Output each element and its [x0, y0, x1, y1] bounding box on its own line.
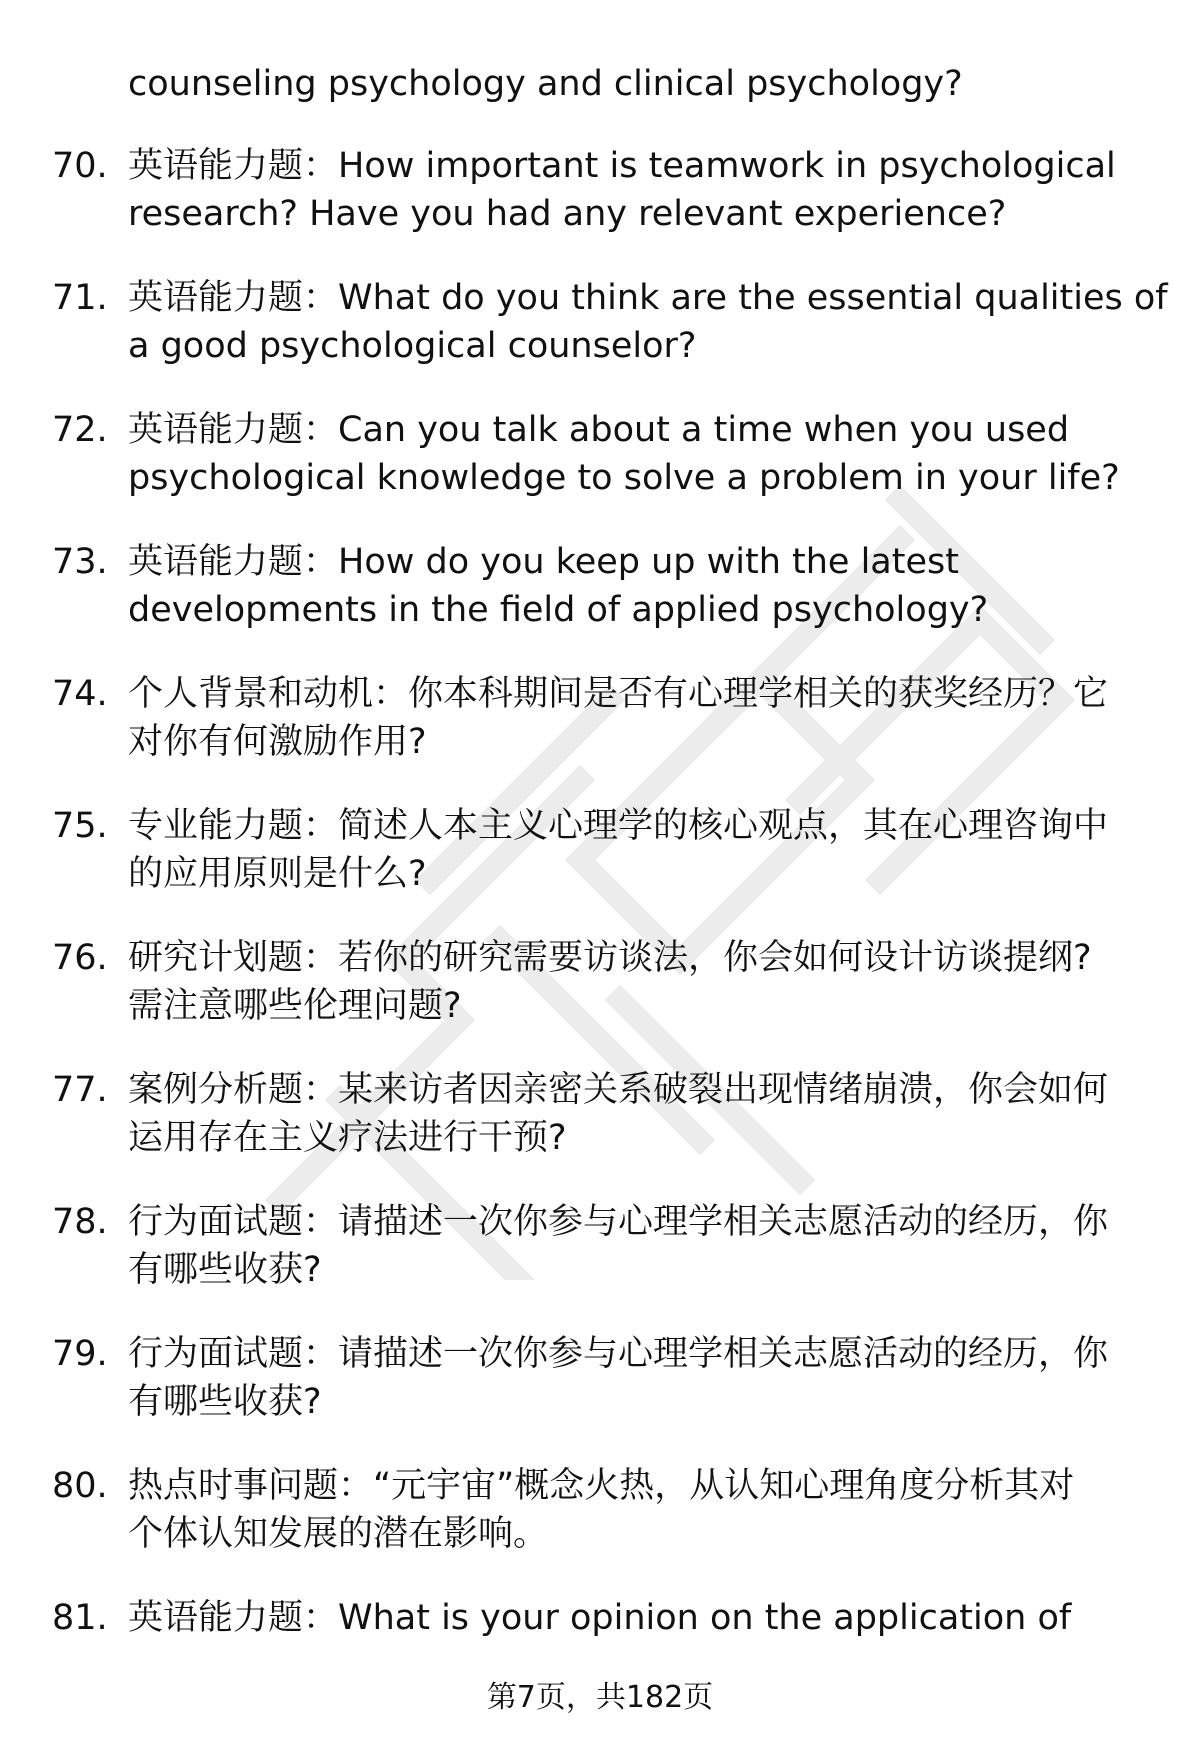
question-text-line: 有哪些收获? — [128, 1250, 322, 1290]
question-text-line: 行为面试题：请描述一次你参与心理学相关志愿活动的经历，你 — [128, 1334, 1109, 1374]
question-text-line: 英语能力题：How do you keep up with the latest — [128, 542, 959, 582]
question-number: 81. — [52, 1598, 108, 1638]
question-text-line: 英语能力题：Can you talk about a time when you used — [128, 410, 1070, 450]
question-text-line: 有哪些收获? — [128, 1382, 322, 1422]
question-text-line: 运用存在主义疗法进行干预? — [128, 1118, 567, 1158]
question-item — [0, 1462, 1200, 1594]
question-item — [0, 934, 1200, 1066]
question-item — [0, 1066, 1200, 1198]
question-item — [0, 274, 1200, 406]
question-number: 71. — [52, 278, 108, 318]
question-text-line: 热点时事问题：“元宇宙”概念火热，从认知心理角度分析其对 — [128, 1466, 1075, 1506]
question-text — [128, 1198, 1168, 1294]
question-text — [128, 406, 1168, 502]
question-text — [128, 1594, 1168, 1642]
continuation-line: counseling psychology and clinical psychology? — [128, 64, 963, 104]
question-text-line: 英语能力题：What is your opinion on the application of — [128, 1598, 1072, 1638]
question-item — [0, 670, 1200, 802]
question-text-line: 的应用原则是什么? — [128, 854, 427, 894]
question-text-line: 英语能力题：What do you think are the essential qualities of — [128, 278, 1168, 318]
question-text-line: a good psychological counselor? — [128, 326, 697, 366]
question-number: 70. — [52, 146, 108, 186]
question-text — [128, 1066, 1168, 1162]
question-text — [128, 802, 1168, 898]
question-text — [128, 934, 1168, 1030]
question-item — [0, 406, 1200, 538]
question-item — [0, 1330, 1200, 1462]
question-number: 74. — [52, 674, 108, 714]
question-text-line: 行为面试题：请描述一次你参与心理学相关志愿活动的经历，你 — [128, 1202, 1109, 1242]
question-text-line: 专业能力题：简述人本主义心理学的核心观点，其在心理咨询中 — [128, 806, 1109, 846]
question-text — [128, 538, 1168, 634]
question-text-line: developments in the field of applied psychology? — [128, 590, 989, 630]
question-text-line: 需注意哪些伦理问题? — [128, 986, 462, 1026]
question-text-line: 案例分析题：某来访者因亲密关系破裂出现情绪崩溃，你会如何 — [128, 1070, 1109, 1110]
question-text-line: 英语能力题：How important is teamwork in psychological — [128, 146, 1116, 186]
question-item — [0, 1198, 1200, 1330]
question-text — [128, 1462, 1168, 1558]
question-item — [0, 802, 1200, 934]
question-text — [128, 1330, 1168, 1426]
question-text — [128, 670, 1168, 766]
question-number: 76. — [52, 938, 108, 978]
question-text-line: 对你有何激励作用? — [128, 722, 427, 762]
question-item — [0, 538, 1200, 670]
question-text — [128, 142, 1168, 238]
question-number: 75. — [52, 806, 108, 846]
question-text — [128, 274, 1168, 370]
question-number: 78. — [52, 1202, 108, 1242]
question-number: 77. — [52, 1070, 108, 1110]
page-footer: 第7页，共182页 — [486, 1680, 714, 1715]
question-text-line: 研究计划题：若你的研究需要访谈法，你会如何设计访谈提纲? — [128, 938, 1092, 978]
question-number: 80. — [52, 1466, 108, 1506]
question-text-line: 个人背景和动机：你本科期间是否有心理学相关的获奖经历？它 — [128, 674, 1109, 714]
question-text-line: 个体认知发展的潜在影响。 — [128, 1514, 549, 1554]
question-number: 79. — [52, 1334, 108, 1374]
question-list — [0, 142, 1200, 1726]
question-text-line: psychological knowledge to solve a problem in your life? — [128, 458, 1120, 498]
question-number: 72. — [52, 410, 108, 450]
question-item — [0, 142, 1200, 274]
question-number: 73. — [52, 542, 108, 582]
question-text-line: research? Have you had any relevant experience? — [128, 194, 1007, 234]
